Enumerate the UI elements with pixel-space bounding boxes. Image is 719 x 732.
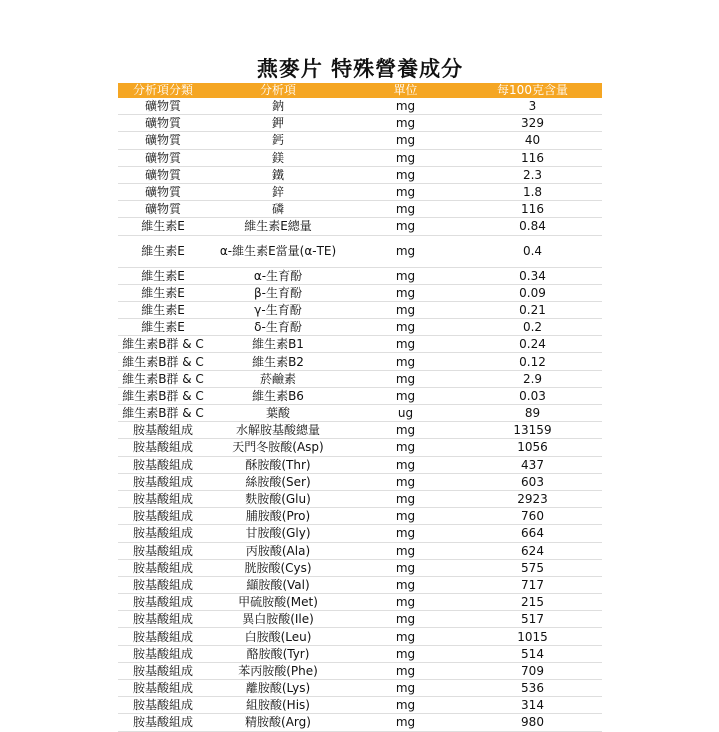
- table-row: [118, 697, 602, 714]
- cell-amount: 0.12: [463, 353, 602, 370]
- table-row: [118, 473, 602, 490]
- cell-unit: mg: [348, 697, 463, 714]
- cell-item: 鈉: [208, 98, 348, 115]
- cell-amount: 709: [463, 662, 602, 679]
- cell-item: 酥胺酸(Thr): [208, 456, 348, 473]
- cell-unit: mg: [348, 267, 463, 284]
- table-row: [118, 662, 602, 679]
- cell-item: 水解胺基酸總量: [208, 422, 348, 439]
- cell-item: 維生素B6: [208, 387, 348, 404]
- cell-category: 胺基酸組成: [118, 611, 208, 628]
- cell-item: 精胺酸(Arg): [208, 714, 348, 731]
- table-row: [118, 714, 602, 731]
- cell-category: 胺基酸組成: [118, 422, 208, 439]
- cell-amount: 0.24: [463, 336, 602, 353]
- cell-category: 礦物質: [118, 166, 208, 183]
- cell-unit: mg: [348, 387, 463, 404]
- cell-item: 甲硫胺酸(Met): [208, 594, 348, 611]
- cell-category: 胺基酸組成: [118, 645, 208, 662]
- table-row: [118, 301, 602, 318]
- table-row: [118, 183, 602, 200]
- table-row: [118, 439, 602, 456]
- cell-item: 苯丙胺酸(Phe): [208, 662, 348, 679]
- table-row: [118, 235, 602, 267]
- table-row: [118, 594, 602, 611]
- table-row: [118, 405, 602, 422]
- table-row: [118, 576, 602, 593]
- cell-unit: mg: [348, 508, 463, 525]
- cell-amount: 0.4: [463, 235, 602, 267]
- cell-item: 甘胺酸(Gly): [208, 525, 348, 542]
- cell-unit: mg: [348, 628, 463, 645]
- cell-category: 胺基酸組成: [118, 662, 208, 679]
- table-header-row: [118, 83, 602, 98]
- table-row: [118, 284, 602, 301]
- table-row: [118, 559, 602, 576]
- cell-category: 維生素E: [118, 301, 208, 318]
- cell-category: 礦物質: [118, 115, 208, 132]
- cell-category: 胺基酸組成: [118, 456, 208, 473]
- cell-item: 天門冬胺酸(Asp): [208, 439, 348, 456]
- cell-amount: 624: [463, 542, 602, 559]
- cell-category: 維生素E: [118, 267, 208, 284]
- cell-item: γ-生育酚: [208, 301, 348, 318]
- cell-unit: mg: [348, 662, 463, 679]
- cell-category: 胺基酸組成: [118, 697, 208, 714]
- cell-amount: 0.03: [463, 387, 602, 404]
- table-row: [118, 166, 602, 183]
- cell-unit: mg: [348, 559, 463, 576]
- nutrition-table: [118, 83, 602, 732]
- cell-amount: 0.84: [463, 218, 602, 235]
- cell-item: 酪胺酸(Tyr): [208, 645, 348, 662]
- cell-amount: 40: [463, 132, 602, 149]
- table-row: [118, 628, 602, 645]
- table-row: [118, 267, 602, 284]
- cell-category: 礦物質: [118, 132, 208, 149]
- header-unit: 單位: [348, 83, 463, 98]
- cell-item: 菸鹼素: [208, 370, 348, 387]
- cell-item: β-生育酚: [208, 284, 348, 301]
- cell-unit: mg: [348, 319, 463, 336]
- table-row: [118, 353, 602, 370]
- cell-category: 礦物質: [118, 149, 208, 166]
- cell-item: 維生素E總量: [208, 218, 348, 235]
- cell-unit: mg: [348, 201, 463, 218]
- cell-unit: mg: [348, 98, 463, 115]
- cell-category: 胺基酸組成: [118, 714, 208, 731]
- cell-amount: 116: [463, 201, 602, 218]
- table-row: [118, 542, 602, 559]
- table-row: [118, 422, 602, 439]
- table-row: [118, 525, 602, 542]
- table-row: [118, 508, 602, 525]
- cell-unit: mg: [348, 422, 463, 439]
- cell-unit: mg: [348, 490, 463, 507]
- cell-unit: mg: [348, 284, 463, 301]
- cell-unit: mg: [348, 132, 463, 149]
- table-row: [118, 336, 602, 353]
- cell-item: 鐵: [208, 166, 348, 183]
- table-row: [118, 370, 602, 387]
- cell-unit: mg: [348, 576, 463, 593]
- cell-category: 胺基酸組成: [118, 542, 208, 559]
- cell-item: 胱胺酸(Cys): [208, 559, 348, 576]
- cell-category: 維生素E: [118, 319, 208, 336]
- cell-category: 維生素B群 & C: [118, 405, 208, 422]
- cell-category: 維生素E: [118, 235, 208, 267]
- cell-item: 維生素B1: [208, 336, 348, 353]
- cell-unit: mg: [348, 456, 463, 473]
- cell-item: 鉀: [208, 115, 348, 132]
- cell-amount: 437: [463, 456, 602, 473]
- cell-unit: mg: [348, 611, 463, 628]
- cell-item: 麩胺酸(Glu): [208, 490, 348, 507]
- cell-unit: ug: [348, 405, 463, 422]
- table-row: [118, 490, 602, 507]
- cell-unit: mg: [348, 594, 463, 611]
- table-row: [118, 387, 602, 404]
- table-body: [118, 98, 602, 731]
- cell-unit: mg: [348, 525, 463, 542]
- cell-amount: 2923: [463, 490, 602, 507]
- cell-category: 胺基酸組成: [118, 594, 208, 611]
- cell-category: 胺基酸組成: [118, 490, 208, 507]
- table-row: [118, 218, 602, 235]
- cell-item: 絲胺酸(Ser): [208, 473, 348, 490]
- cell-amount: 2.9: [463, 370, 602, 387]
- cell-amount: 1015: [463, 628, 602, 645]
- cell-item: α-生育酚: [208, 267, 348, 284]
- cell-amount: 0.09: [463, 284, 602, 301]
- table-row: [118, 456, 602, 473]
- cell-category: 礦物質: [118, 183, 208, 200]
- cell-category: 維生素B群 & C: [118, 353, 208, 370]
- cell-unit: mg: [348, 473, 463, 490]
- cell-amount: 575: [463, 559, 602, 576]
- cell-item: 維生素B2: [208, 353, 348, 370]
- cell-unit: mg: [348, 115, 463, 132]
- cell-category: 胺基酸組成: [118, 508, 208, 525]
- cell-unit: mg: [348, 183, 463, 200]
- cell-category: 胺基酸組成: [118, 680, 208, 697]
- cell-item: 鋅: [208, 183, 348, 200]
- cell-amount: 536: [463, 680, 602, 697]
- cell-category: 礦物質: [118, 201, 208, 218]
- cell-amount: 2.3: [463, 166, 602, 183]
- cell-amount: 717: [463, 576, 602, 593]
- cell-amount: 760: [463, 508, 602, 525]
- cell-amount: 0.34: [463, 267, 602, 284]
- cell-item: 鈣: [208, 132, 348, 149]
- cell-amount: 603: [463, 473, 602, 490]
- header-amount: 每100克含量: [463, 83, 602, 98]
- cell-category: 胺基酸組成: [118, 576, 208, 593]
- cell-amount: 13159: [463, 422, 602, 439]
- cell-unit: mg: [348, 166, 463, 183]
- cell-item: δ-生育酚: [208, 319, 348, 336]
- cell-amount: 664: [463, 525, 602, 542]
- cell-category: 胺基酸組成: [118, 559, 208, 576]
- cell-category: 維生素E: [118, 218, 208, 235]
- cell-unit: mg: [348, 439, 463, 456]
- table-row: [118, 115, 602, 132]
- cell-unit: mg: [348, 336, 463, 353]
- cell-category: 胺基酸組成: [118, 525, 208, 542]
- cell-item: 組胺酸(His): [208, 697, 348, 714]
- cell-category: 維生素B群 & C: [118, 370, 208, 387]
- cell-unit: mg: [348, 218, 463, 235]
- cell-amount: 116: [463, 149, 602, 166]
- cell-unit: mg: [348, 542, 463, 559]
- cell-amount: 1056: [463, 439, 602, 456]
- table-row: [118, 201, 602, 218]
- header-category: 分析項分類: [118, 83, 208, 98]
- cell-amount: 329: [463, 115, 602, 132]
- cell-amount: 0.21: [463, 301, 602, 318]
- cell-item: 丙胺酸(Ala): [208, 542, 348, 559]
- cell-item: 脯胺酸(Pro): [208, 508, 348, 525]
- cell-item: 葉酸: [208, 405, 348, 422]
- cell-unit: mg: [348, 714, 463, 731]
- cell-amount: 980: [463, 714, 602, 731]
- cell-item: 異白胺酸(Ile): [208, 611, 348, 628]
- cell-unit: mg: [348, 680, 463, 697]
- cell-item: α-維生素E當量(α-TE): [208, 235, 348, 267]
- cell-unit: mg: [348, 235, 463, 267]
- cell-item: 纈胺酸(Val): [208, 576, 348, 593]
- cell-unit: mg: [348, 370, 463, 387]
- table-row: [118, 132, 602, 149]
- cell-amount: 89: [463, 405, 602, 422]
- cell-category: 礦物質: [118, 98, 208, 115]
- table-row: [118, 98, 602, 115]
- cell-unit: mg: [348, 149, 463, 166]
- cell-item: 離胺酸(Lys): [208, 680, 348, 697]
- cell-item: 磷: [208, 201, 348, 218]
- cell-amount: 314: [463, 697, 602, 714]
- cell-category: 維生素E: [118, 284, 208, 301]
- cell-amount: 517: [463, 611, 602, 628]
- header-item: 分析項: [208, 83, 348, 98]
- cell-category: 胺基酸組成: [118, 628, 208, 645]
- cell-item: 白胺酸(Leu): [208, 628, 348, 645]
- cell-unit: mg: [348, 645, 463, 662]
- page-title: 燕麥片 特殊營養成分: [256, 57, 464, 81]
- cell-amount: 514: [463, 645, 602, 662]
- cell-category: 維生素B群 & C: [118, 387, 208, 404]
- cell-amount: 1.8: [463, 183, 602, 200]
- cell-amount: 3: [463, 98, 602, 115]
- cell-unit: mg: [348, 353, 463, 370]
- table-row: [118, 319, 602, 336]
- table-row: [118, 680, 602, 697]
- table-row: [118, 645, 602, 662]
- cell-amount: 215: [463, 594, 602, 611]
- cell-amount: 0.2: [463, 319, 602, 336]
- cell-unit: mg: [348, 301, 463, 318]
- cell-category: 胺基酸組成: [118, 439, 208, 456]
- cell-category: 胺基酸組成: [118, 473, 208, 490]
- table-row: [118, 611, 602, 628]
- table-row: [118, 149, 602, 166]
- cell-item: 鎂: [208, 149, 348, 166]
- cell-category: 維生素B群 & C: [118, 336, 208, 353]
